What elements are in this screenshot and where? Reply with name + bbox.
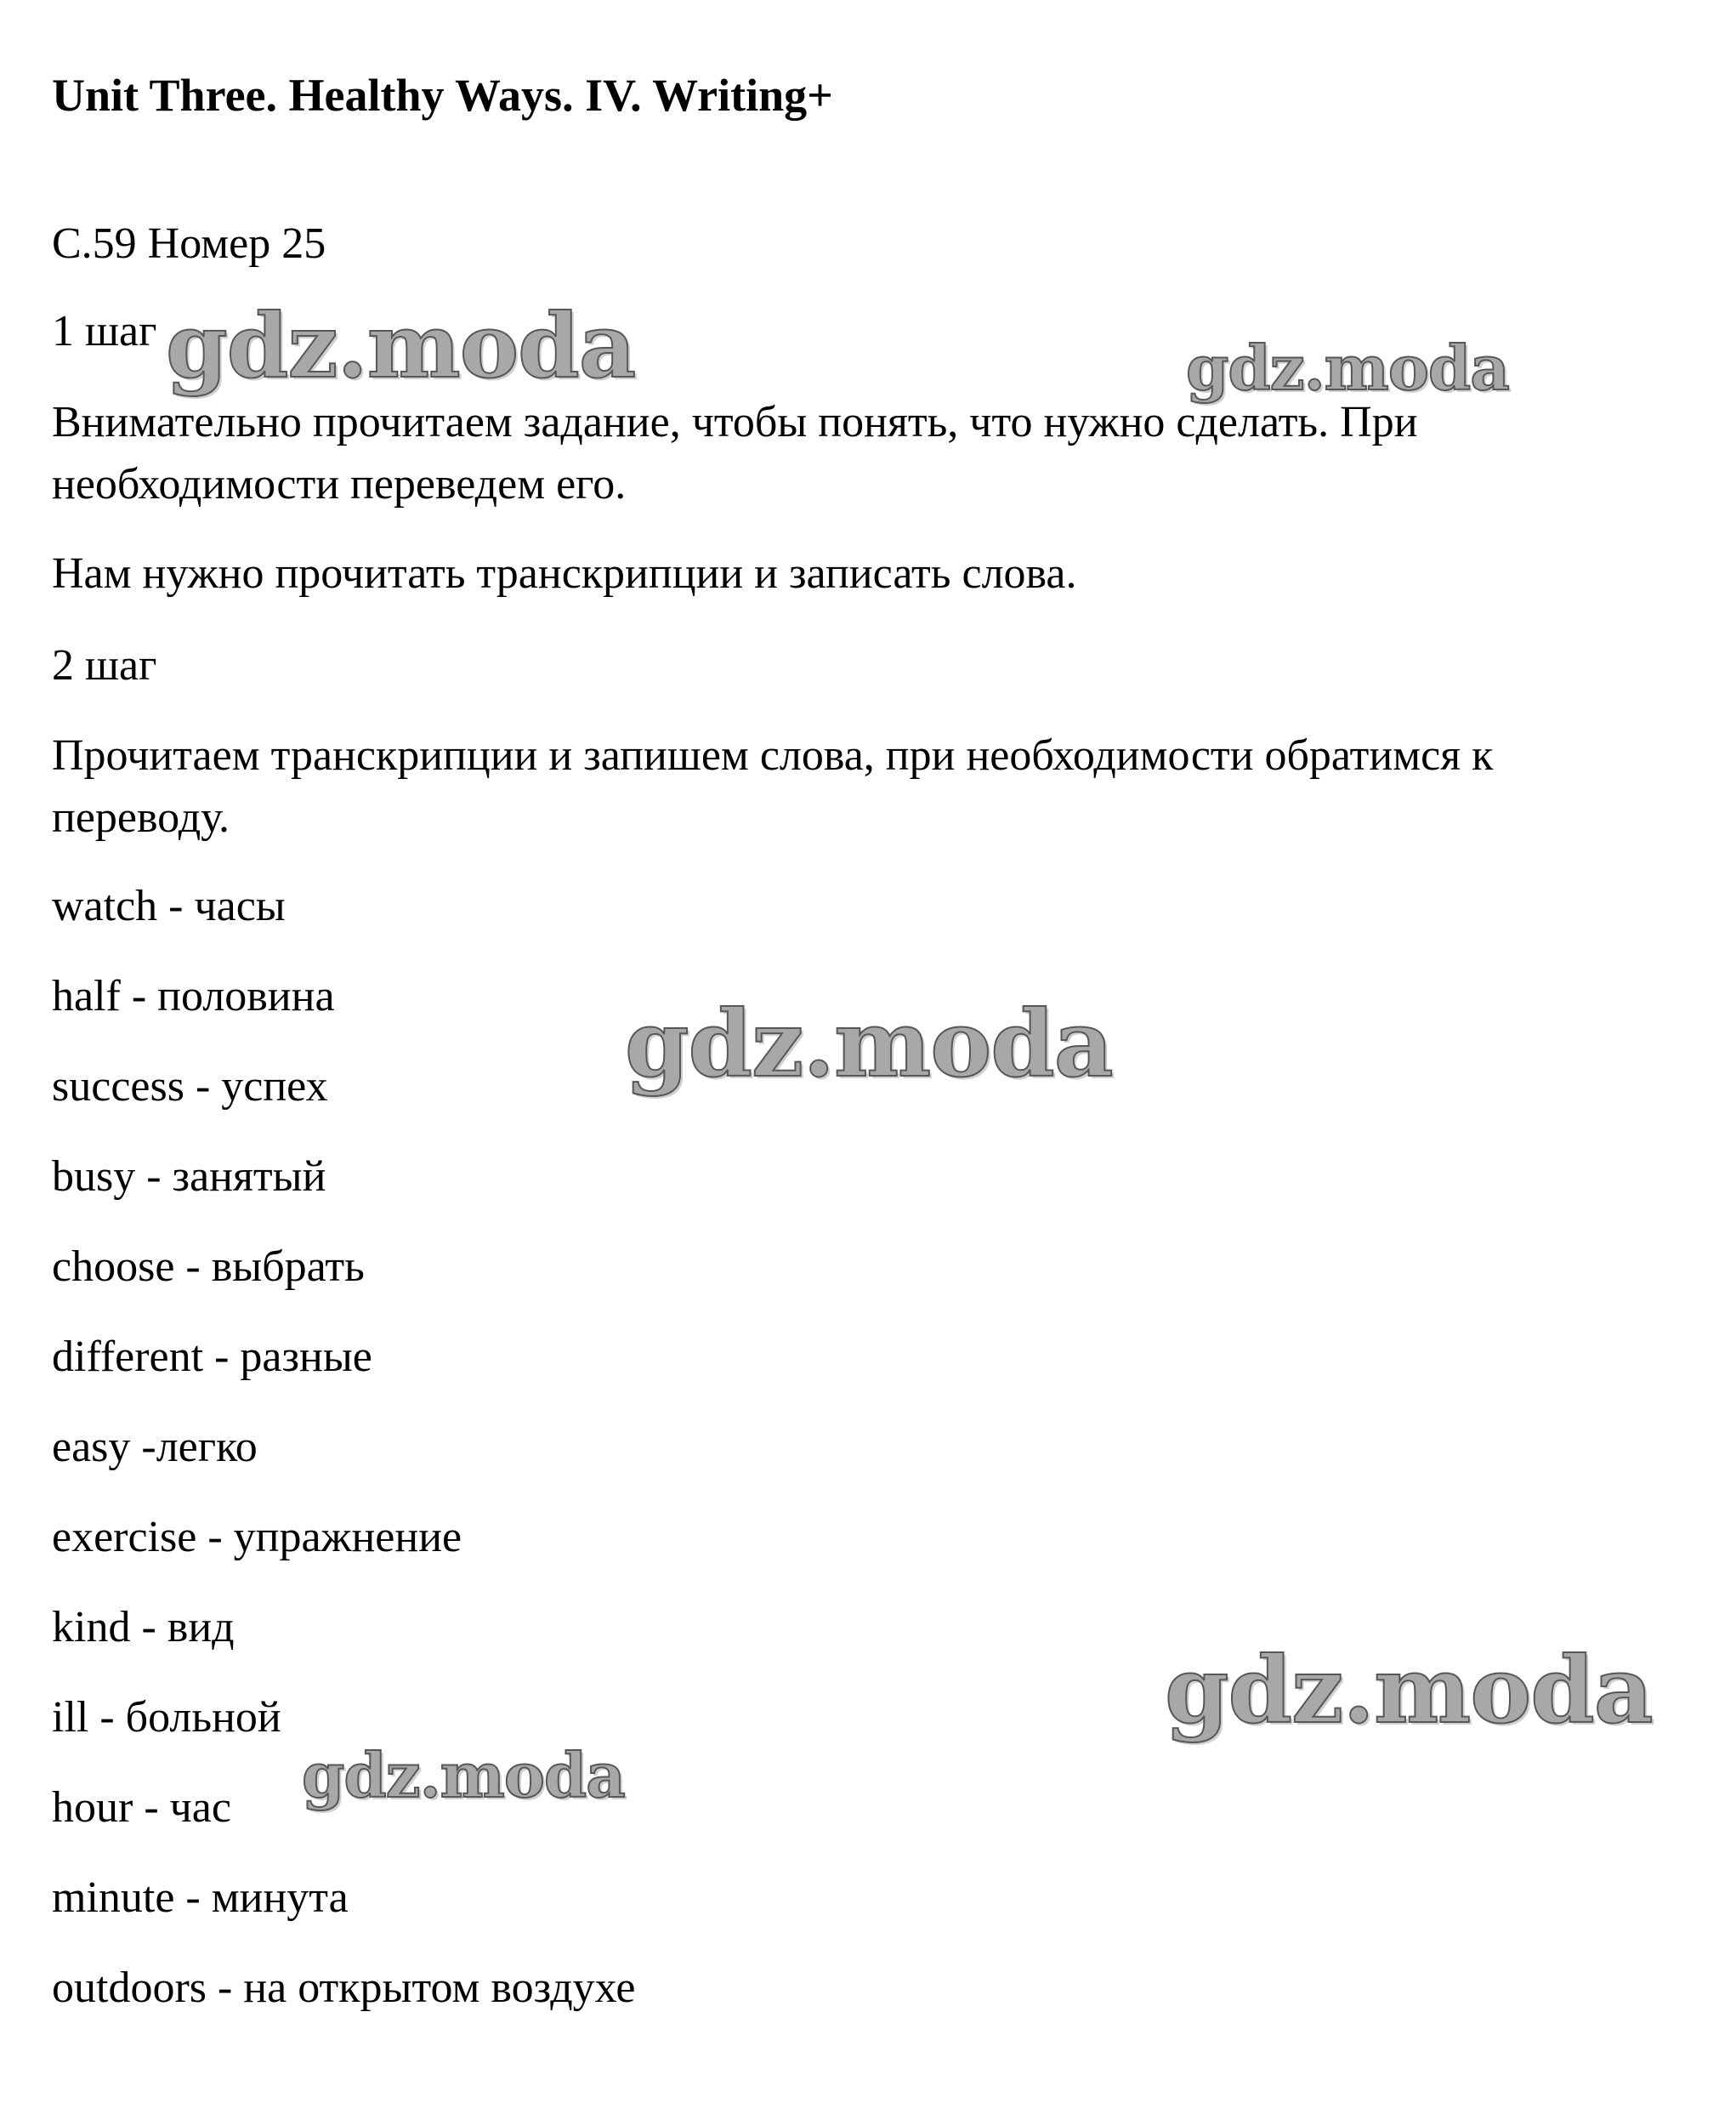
word-item: half - половина bbox=[52, 972, 335, 1020]
step-1-paragraph-line-2: необходимости переведем его. bbox=[52, 460, 627, 509]
word-item: ill - больной bbox=[52, 1693, 281, 1742]
word-item: kind - вид bbox=[52, 1603, 235, 1651]
step-2-paragraph-line-2: переводу. bbox=[52, 793, 230, 842]
step-2-paragraph-line-1: Прочитаем транскрипции и запишем слова, при необходимости обратимся к bbox=[52, 731, 1494, 780]
word-item: watch - часы bbox=[52, 882, 286, 930]
page-reference: С.59 Номер 25 bbox=[52, 219, 326, 268]
watermark: gdz.moda bbox=[625, 991, 1113, 1098]
word-item: success - успех bbox=[52, 1062, 328, 1111]
watermark: gdz.moda bbox=[1165, 1637, 1653, 1744]
step-2-label: 2 шаг bbox=[52, 641, 157, 690]
watermark: gdz.moda bbox=[302, 1739, 625, 1811]
step-1-paragraph-line-1: Внимательно прочитаем задание, чтобы понять, что нужно сделать. При bbox=[52, 398, 1418, 446]
word-item: minute - минута bbox=[52, 1873, 349, 1922]
word-item: busy - занятый bbox=[52, 1152, 326, 1201]
step-1-paragraph-2: Нам нужно прочитать транскрипции и записать слова. bbox=[52, 549, 1077, 598]
word-item: different - разные bbox=[52, 1333, 372, 1381]
watermark: gdz.moda bbox=[1186, 332, 1509, 404]
word-item: easy -легко bbox=[52, 1423, 258, 1471]
word-item: hour - час bbox=[52, 1783, 231, 1832]
word-item: outdoors - на открытом воздухе bbox=[52, 1964, 636, 2012]
word-item: exercise - упражнение bbox=[52, 1513, 462, 1561]
step-1-label: 1 шаг bbox=[52, 307, 157, 355]
word-item: choose - выбрать bbox=[52, 1242, 365, 1291]
watermark: gdz.moda bbox=[166, 293, 636, 398]
document-title: Unit Three. Healthy Ways. IV. Writing+ bbox=[52, 70, 833, 121]
